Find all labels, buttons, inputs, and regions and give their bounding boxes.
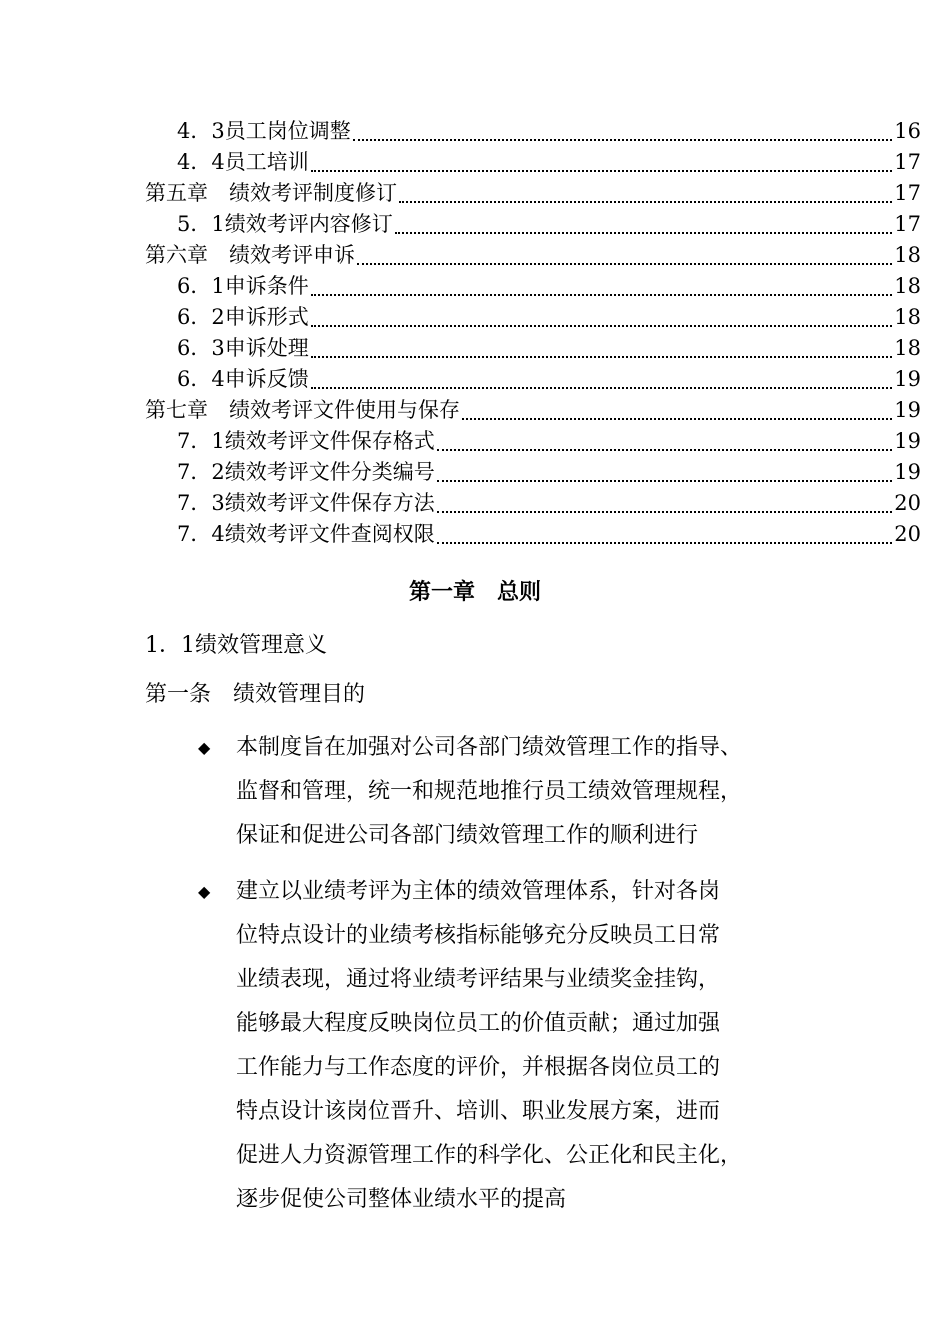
chapter-title: 第一章 总则 bbox=[408, 579, 541, 605]
toc-entry[interactable] bbox=[145, 457, 921, 488]
bullet-text-line: 建立以业绩考评为主体的绩效管理体系，针对各岗 bbox=[236, 879, 721, 904]
toc-entry-title: 员工岗位调整 bbox=[224, 119, 351, 143]
toc-entry-number: 6．1 bbox=[177, 274, 225, 298]
toc-entry[interactable] bbox=[145, 364, 921, 395]
toc-entry-title: 申诉处理 bbox=[224, 336, 309, 360]
toc-entry-title: 绩效考评文件查阅权限 bbox=[224, 522, 435, 546]
toc-entry-page-number: 19 bbox=[894, 460, 921, 484]
toc-entry-title: 申诉条件 bbox=[224, 274, 309, 298]
toc-entry-number: 4．3 bbox=[177, 119, 225, 143]
toc-dot-leader bbox=[399, 201, 892, 203]
toc-entry-page-number: 16 bbox=[894, 119, 921, 143]
toc-entry-page-number: 18 bbox=[894, 305, 921, 329]
table-of-contents bbox=[145, 116, 921, 550]
toc-entry-number: 7．1 bbox=[177, 429, 225, 453]
toc-entry-number: 6．2 bbox=[177, 305, 225, 329]
toc-entry-title: 绩效考评文件分类编号 bbox=[224, 460, 435, 484]
toc-entry-number: 7．4 bbox=[177, 522, 225, 546]
bullet-text-line: 业绩表现，通过将业绩考评结果与业绩奖金挂钩， bbox=[236, 967, 721, 992]
toc-dot-leader bbox=[353, 139, 893, 141]
toc-entry-title: 绩效考评文件保存格式 bbox=[224, 429, 435, 453]
toc-entry-number: 7．3 bbox=[177, 491, 225, 515]
toc-dot-leader bbox=[437, 480, 893, 482]
bullet-list bbox=[198, 726, 848, 1234]
toc-entry[interactable] bbox=[145, 116, 921, 147]
toc-entry-title: 绩效考评申诉 bbox=[229, 243, 355, 267]
toc-dot-leader bbox=[437, 449, 893, 451]
toc-entry-number: 第七章 bbox=[145, 398, 229, 422]
toc-dot-leader bbox=[437, 542, 893, 544]
bullet-text-line: 逐步促使公司整体业绩水平的提高 bbox=[236, 1187, 567, 1212]
toc-dot-leader bbox=[462, 418, 892, 420]
bullet-item bbox=[198, 726, 848, 858]
toc-entry-page-number: 20 bbox=[894, 522, 921, 546]
toc-dot-leader bbox=[311, 294, 893, 296]
toc-entry[interactable] bbox=[145, 395, 921, 426]
bullet-text-line: 本制度旨在加强对公司各部门绩效管理工作的指导、 bbox=[236, 735, 743, 760]
toc-entry-page-number: 17 bbox=[894, 212, 921, 236]
toc-entry-title: 绩效考评文件保存方法 bbox=[224, 491, 435, 515]
toc-entry-page-number: 19 bbox=[894, 367, 921, 391]
toc-dot-leader bbox=[311, 325, 893, 327]
toc-entry[interactable] bbox=[145, 333, 921, 364]
toc-entry-title: 员工培训 bbox=[224, 150, 309, 174]
bullet-text-line: 特点设计该岗位晋升、培训、职业发展方案，进而 bbox=[236, 1099, 721, 1124]
toc-entry-number: 5．1 bbox=[177, 212, 225, 236]
bullet-text-line: 能够最大程度反映岗位员工的价值贡献；通过加强 bbox=[236, 1011, 721, 1036]
toc-entry[interactable] bbox=[145, 147, 921, 178]
toc-entry-number: 第六章 bbox=[145, 243, 229, 267]
toc-entry-number: 6．3 bbox=[177, 336, 225, 360]
bullet-text-line: 保证和促进公司各部门绩效管理工作的顺利进行 bbox=[236, 823, 699, 848]
bullet-text-line: 监督和管理，统一和规范地推行员工绩效管理规程， bbox=[236, 779, 743, 804]
toc-entry[interactable] bbox=[145, 426, 921, 457]
toc-entry-title: 申诉反馈 bbox=[224, 367, 309, 391]
toc-entry-number: 7．2 bbox=[177, 460, 225, 484]
toc-entry[interactable] bbox=[145, 519, 921, 550]
article-title: 第一条 绩效管理目的 bbox=[145, 682, 366, 707]
toc-entry-title: 绩效考评文件使用与保存 bbox=[229, 398, 460, 422]
toc-entry-page-number: 19 bbox=[894, 398, 921, 422]
diamond-bullet-icon: ◆ bbox=[198, 738, 211, 757]
toc-dot-leader bbox=[395, 232, 893, 234]
bullet-text-line: 位特点设计的业绩考核指标能够充分反映员工日常 bbox=[236, 923, 721, 948]
toc-entry[interactable] bbox=[145, 302, 921, 333]
toc-entry-title: 绩效考评制度修订 bbox=[229, 181, 397, 205]
toc-entry-number: 6．4 bbox=[177, 367, 225, 391]
toc-entry-title: 绩效考评内容修订 bbox=[224, 212, 393, 236]
bullet-text-line: 工作能力与工作态度的评价，并根据各岗位员工的 bbox=[236, 1055, 721, 1080]
toc-entry[interactable] bbox=[145, 488, 921, 519]
toc-entry[interactable] bbox=[145, 178, 921, 209]
toc-entry-page-number: 20 bbox=[894, 491, 921, 515]
bullet-text-line: 促进人力资源管理工作的科学化、公正化和民主化， bbox=[236, 1143, 743, 1168]
toc-dot-leader bbox=[437, 511, 893, 513]
toc-dot-leader bbox=[357, 263, 892, 265]
toc-entry-page-number: 18 bbox=[894, 274, 921, 298]
toc-dot-leader bbox=[311, 170, 893, 172]
diamond-bullet-icon: ◆ bbox=[198, 882, 211, 901]
toc-entry[interactable] bbox=[145, 240, 921, 271]
toc-dot-leader bbox=[311, 387, 893, 389]
toc-entry-page-number: 18 bbox=[894, 336, 921, 360]
toc-entry-page-number: 19 bbox=[894, 429, 921, 453]
toc-entry-number: 4．4 bbox=[177, 150, 225, 174]
toc-entry[interactable] bbox=[145, 209, 921, 240]
toc-dot-leader bbox=[311, 356, 893, 358]
toc-entry-page-number: 17 bbox=[894, 181, 921, 205]
toc-entry-page-number: 18 bbox=[894, 243, 921, 267]
toc-entry-page-number: 17 bbox=[894, 150, 921, 174]
toc-entry[interactable] bbox=[145, 271, 921, 302]
toc-entry-number: 第五章 bbox=[145, 181, 229, 205]
bullet-item bbox=[198, 870, 848, 1222]
section-title: 1．1绩效管理意义 bbox=[145, 633, 327, 658]
toc-entry-title: 申诉形式 bbox=[224, 305, 309, 329]
